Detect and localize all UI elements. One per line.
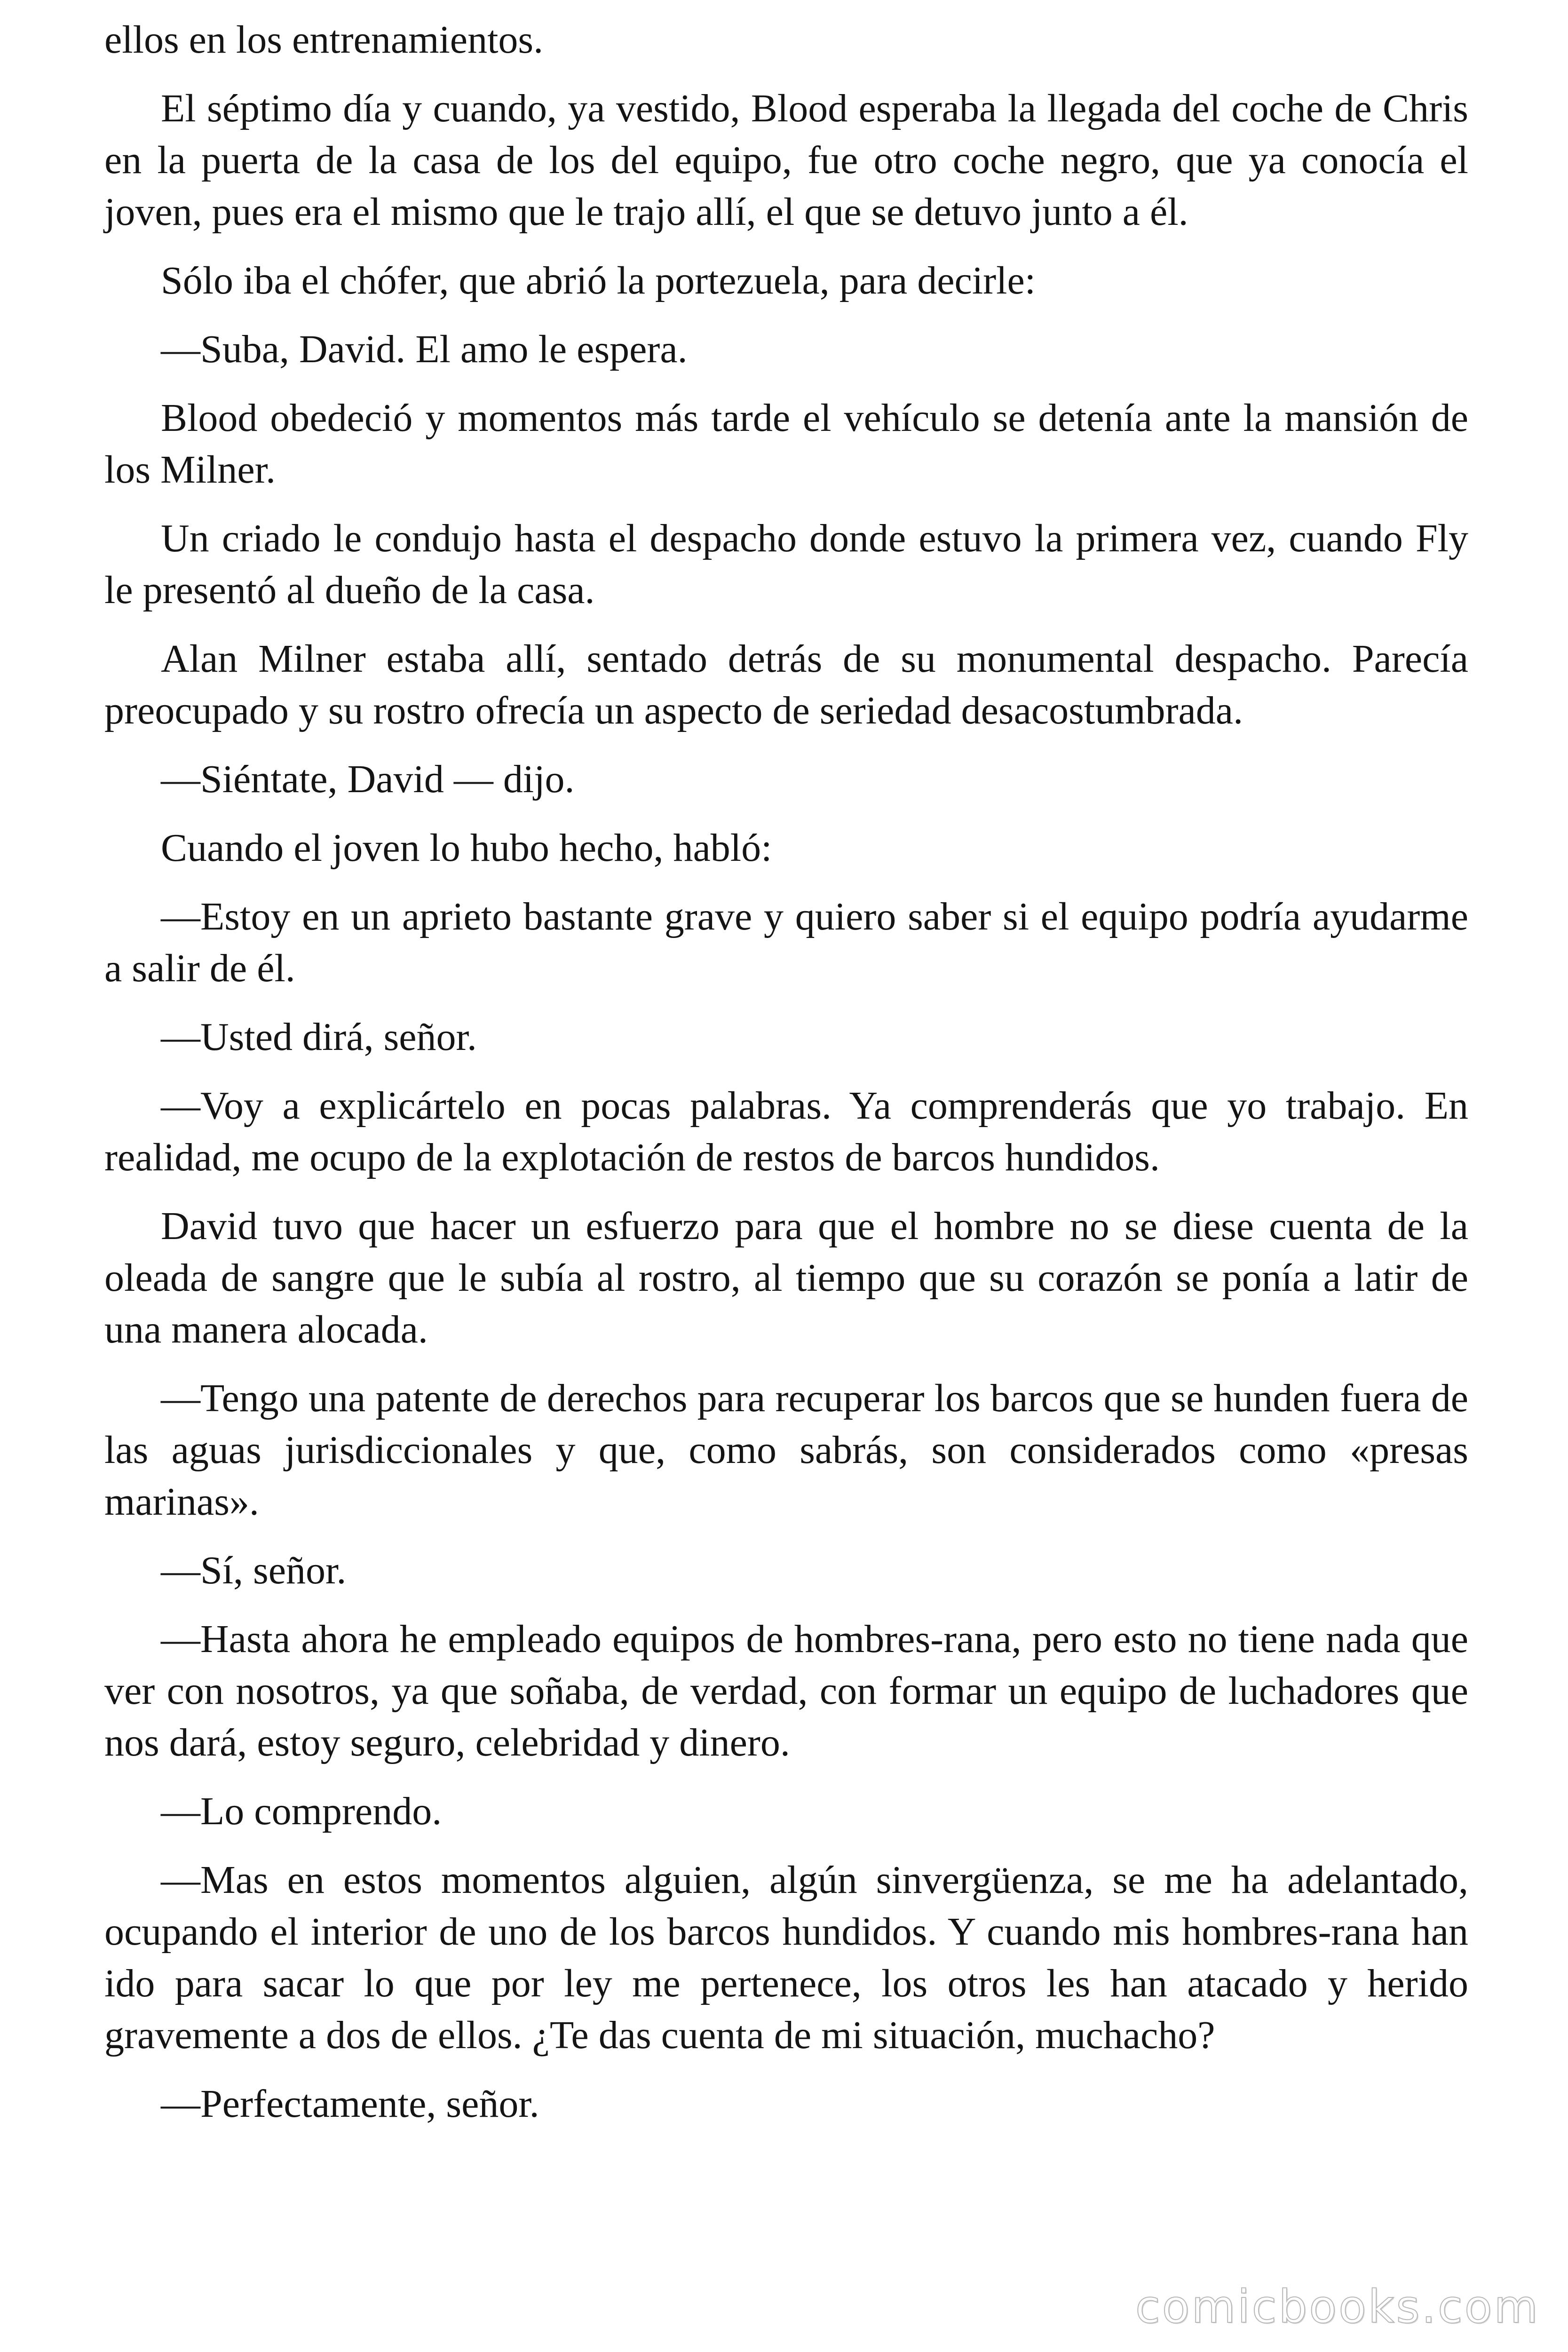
paragraph: Un criado le condujo hasta el despacho donde estuvo la primera vez, cuando Fly le presentó al dueño de la casa. [104, 516, 1468, 612]
paragraph: David tuvo que hacer un esfuerzo para que el hombre no se diese cuenta de la oleada de sangre que le subía al rostro, al tiempo que su corazón se ponía a latir de una manera alocada. [104, 1204, 1468, 1351]
paragraph: Sólo iba el chófer, que abrió la portezuela, para decirle: [161, 259, 1036, 302]
paragraph: Alan Milner estaba allí, sentado detrás de su monumental despacho. Parecía preocupado y su rostro ofrecía un aspecto de seriedad desacostumbrada. [104, 637, 1468, 732]
paragraph: —Estoy en un aprieto bastante grave y quiero saber si el equipo podría ayudarme a salir de él. [104, 895, 1468, 990]
paragraph: El séptimo día y cuando, ya vestido, Blood esperaba la llegada del coche de Chris en la puerta de la casa de los del equipo, fue otro coche negro, que ya conocía el joven, pues era el mismo que le trajo allí, el que se detuvo junto a él. [104, 87, 1468, 234]
watermark: comicbooks.com [1135, 2280, 1540, 2333]
book-page [104, 14, 1468, 2147]
paragraph: Blood obedeció y momentos más tarde el vehículo se detenía ante la mansión de los Milner. [104, 396, 1468, 492]
paragraph: ellos en los entrenamientos. [104, 18, 544, 62]
paragraph: Cuando el joven lo hubo hecho, habló: [161, 826, 772, 870]
paragraph: —Hasta ahora he empleado equipos de hombres-rana, pero esto no tiene nada que ver con nosotros, ya que soñaba, de verdad, con formar un equipo de luchadores que nos dará, estoy seguro, celebridad y dinero. [104, 1617, 1468, 1764]
paragraph: —Suba, David. El amo le espera. [161, 327, 688, 371]
paragraph: —Lo comprendo. [161, 1789, 442, 1833]
paragraph: —Sí, señor. [161, 1549, 347, 1592]
paragraph: —Perfectamente, señor. [161, 2082, 539, 2126]
paragraph: —Mas en estos momentos alguien, algún sinvergüenza, se me ha adelantado, ocupando el interior de uno de los barcos hundidos. Y cuando mis hombres-rana han ido para sacar lo que por ley me pertenece, los otros les han atacado y herido gravemente a dos de ellos. ¿Te das cuenta de mi situación, muchacho? [104, 1858, 1468, 2057]
paragraph: —Siéntate, David — dijo. [161, 757, 575, 801]
paragraph: —Voy a explicártelo en pocas palabras. Ya comprenderás que yo trabajo. En realidad, me ocupo de la explotación de restos de barcos hundidos. [104, 1084, 1468, 1179]
paragraph: —Usted dirá, señor. [161, 1015, 477, 1059]
paragraph: —Tengo una patente de derechos para recuperar los barcos que se hunden fuera de las aguas jurisdiccionales y que, como sabrás, son considerados como «presas marinas». [104, 1376, 1468, 1524]
